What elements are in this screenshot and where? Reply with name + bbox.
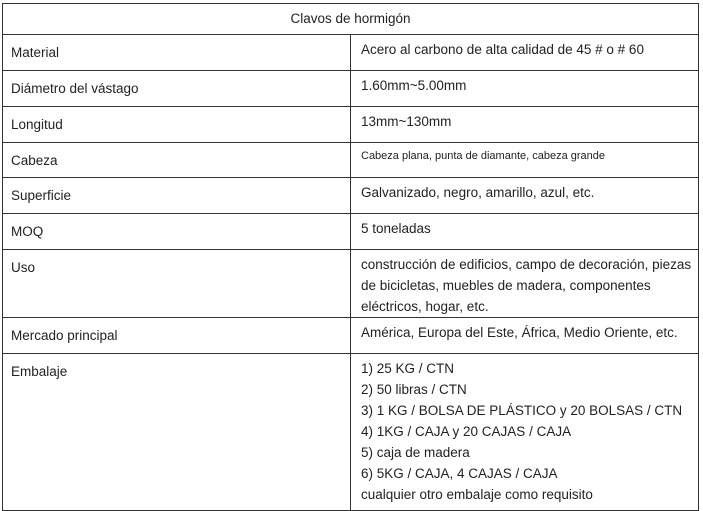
row-value-superficie: Galvanizado, negro, amarillo, azul, etc. — [351, 178, 699, 214]
row-label-embalaje: Embalaje — [3, 354, 351, 511]
packaging-line: 2) 50 libras / CTN — [361, 382, 467, 397]
packaging-line: 5) caja de madera — [361, 445, 470, 460]
row-value-uso: construcción de edificios, campo de decoración, piezas de bicicletas, muebles de madera, componentes eléctricos, hogar, etc. — [351, 250, 699, 318]
row-value-moq: 5 toneladas — [351, 214, 699, 250]
spec-table — [2, 3, 699, 511]
row-label-material: Material — [3, 35, 351, 71]
row-value-cabeza: Cabeza plana, punta de diamante, cabeza grande — [351, 143, 699, 178]
packaging-line: 4) 1KG / CAJA y 20 CAJAS / CAJA — [361, 424, 572, 439]
row-label-moq: MOQ — [3, 214, 351, 250]
row-label-uso: Uso — [3, 250, 351, 318]
row-value-longitud: 13mm~130mm — [351, 107, 699, 143]
row-value-embalaje — [351, 354, 699, 511]
table-row — [3, 71, 699, 107]
row-label-mercado: Mercado principal — [3, 318, 351, 354]
row-label-superficie: Superficie — [3, 178, 351, 214]
table-row — [3, 143, 699, 178]
table-row — [3, 318, 699, 354]
table-row — [3, 250, 699, 318]
table-title: Clavos de hormigón — [3, 4, 699, 35]
packaging-line: 3) 1 KG / BOLSA DE PLÁSTICO y 20 BOLSAS / CTN — [361, 403, 683, 418]
packaging-line: 6) 5KG / CAJA, 4 CAJAS / CAJA — [361, 466, 558, 481]
row-value-diametro: 1.60mm~5.00mm — [351, 71, 699, 107]
table-row — [3, 214, 699, 250]
row-label-longitud: Longitud — [3, 107, 351, 143]
table-title-row — [3, 4, 699, 35]
packaging-line: cualquier otro embalaje como requisito — [361, 487, 593, 502]
table-row — [3, 354, 699, 511]
row-value-material: Acero al carbono de alta calidad de 45 # o # 60 — [351, 35, 699, 71]
table-row — [3, 178, 699, 214]
packaging-line: 1) 25 KG / CTN — [361, 361, 455, 376]
row-label-diametro: Diámetro del vástago — [3, 71, 351, 107]
table-row — [3, 107, 699, 143]
table-row — [3, 35, 699, 71]
row-label-cabeza: Cabeza — [3, 143, 351, 178]
row-value-mercado: América, Europa del Este, África, Medio Oriente, etc. — [351, 318, 699, 354]
